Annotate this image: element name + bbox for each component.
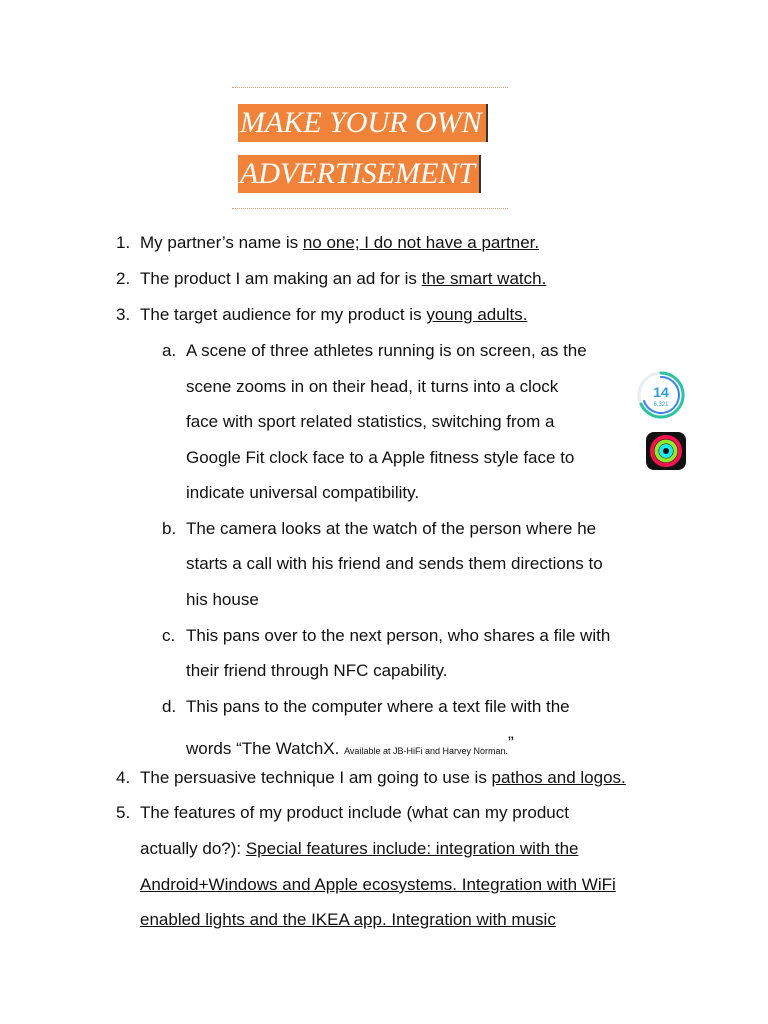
sub-a-letter: a.	[162, 341, 177, 360]
item-3-text	[140, 304, 527, 326]
sub-b-line: starts a call with his friend and sends them directions to	[186, 554, 603, 573]
item-3-answer: young adults.	[426, 305, 528, 324]
sub-d-line: This pans to the computer where a text file with the	[186, 697, 570, 716]
sub-a-line: indicate universal compatibility.	[186, 483, 420, 502]
item-5-line	[140, 838, 579, 860]
item-4-question: The persuasive technique I am going to use is	[140, 768, 492, 787]
sub-d-text: words “The WatchX.	[186, 739, 345, 758]
sub-b-line: his house	[186, 590, 259, 609]
item-5-answer-line: Android+Windows and Apple ecosystems. Integration with WiFi	[140, 875, 616, 894]
item-5-question: actually do?):	[140, 839, 246, 858]
title-top-border	[232, 87, 508, 88]
item-5-number: 5.	[116, 803, 131, 822]
google-fit-watch-face-icon	[634, 368, 688, 422]
item-2-text	[140, 268, 546, 290]
item-2-question: The product I am making an ad for is	[140, 269, 422, 288]
title-bottom-border	[232, 208, 508, 209]
availability-note: Available at JB-HiFi and Harvey Norman.	[344, 746, 508, 756]
item-2-answer: the smart watch.	[421, 269, 547, 288]
sub-a-line: A scene of three athletes running is on screen, as the	[186, 341, 587, 360]
sub-b-letter: b.	[162, 519, 177, 538]
title-line-2: ADVERTISEMENT	[238, 155, 481, 193]
item-1-text	[140, 232, 539, 254]
sub-d-line-2	[186, 732, 514, 762]
title-line-1: MAKE YOUR OWN	[238, 104, 488, 142]
item-4-number: 4.	[116, 768, 131, 787]
item-5-answer: Special features include: integration with the	[245, 839, 579, 858]
item-4-answer: pathos and logos.	[491, 768, 626, 787]
item-1-number: 1.	[116, 233, 131, 252]
sub-c-line: This pans over to the next person, who shares a file with	[186, 626, 611, 645]
item-5-answer-line: enabled lights and the IKEA app. Integration with music	[140, 910, 556, 929]
item-2-number: 2.	[116, 269, 131, 288]
sub-a-line: face with sport related statistics, switching from a	[186, 412, 555, 431]
fit-icon-number: 14	[653, 384, 669, 400]
sub-b-line: The camera looks at the watch of the person where he	[186, 519, 597, 538]
fit-icon-steps: 6,321	[653, 402, 669, 408]
item-5-line: The features of my product include (what can my product	[140, 803, 569, 822]
closing-quote: ”	[508, 733, 514, 752]
item-3-number: 3.	[116, 305, 131, 324]
sub-c-letter: c.	[162, 626, 176, 645]
item-4-text	[140, 767, 626, 789]
apple-fitness-rings-icon	[646, 432, 686, 470]
sub-c-line: their friend through NFC capability.	[186, 661, 448, 680]
sub-d-letter: d.	[162, 697, 177, 716]
item-3-question: The target audience for my product is	[140, 305, 427, 324]
sub-a-line: Google Fit clock face to a Apple fitness style face to	[186, 448, 575, 467]
item-1-question: My partner’s name is	[140, 233, 303, 252]
title-box	[232, 87, 508, 209]
item-1-answer: no one; I do not have a partner.	[302, 233, 540, 252]
sub-a-line: scene zooms in on their head, it turns into a clock	[186, 377, 559, 396]
